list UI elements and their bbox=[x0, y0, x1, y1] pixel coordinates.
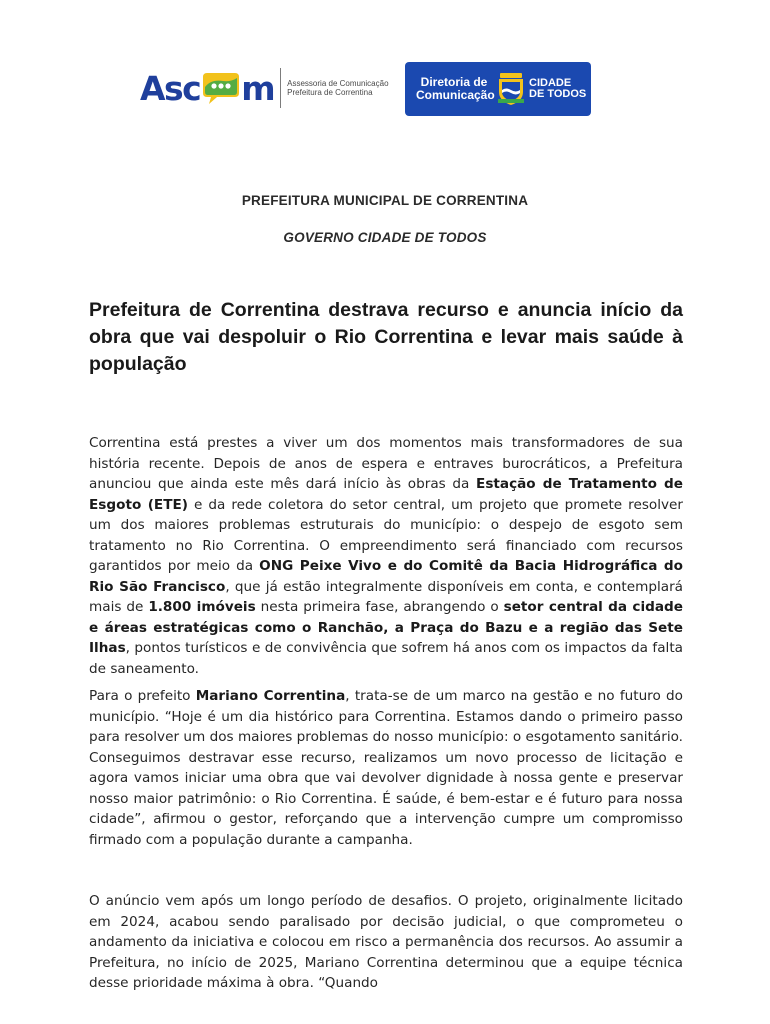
diretoria-line1: Diretoria de bbox=[420, 75, 488, 89]
ascom-letters-a: Asc bbox=[140, 68, 201, 108]
diretoria-comunicacao-logo bbox=[405, 62, 591, 116]
p1-text-4: nesta primeira fase, abrangendo o bbox=[255, 599, 504, 615]
ascom-logo bbox=[140, 64, 389, 112]
government-slogan: GOVERNO CIDADE DE TODOS bbox=[283, 230, 487, 245]
p1-text-1: Correntina está prestes a viver um dos momentos mais transformadores de sua história recente. Depois de anos de espera e entraves burocráticos, a Prefeitura anunciou que ainda este mês dará início às obras da bbox=[89, 435, 683, 492]
p3-text-1: O anúncio vem após um longo período de desafios. O projeto, originalmente licitado em 2024, acabou sendo paralisado por decisão judicial, o que comprometeu o andamento da iniciativa e colocou em risco a permanência dos recursos. Ao assumir a Prefeitura, no início de 2025, Mariano Correntina determinou que a equipe técnica desse prioridade máxima à obra. “Quando bbox=[89, 893, 683, 991]
p1-text-5: , pontos turísticos e de convivência que sofrem há anos com os impactos da falta de saneamento. bbox=[89, 640, 683, 677]
p1-text-2: e da rede coletora do setor central, um projeto que promete resolver um dos maiores problemas estruturais do município: o despejo de esgoto sem tratamento no Rio Correntina. O empreendimento será financiado com recursos garantidos por meio da bbox=[89, 496, 684, 574]
p1-bold-imoveis: 1.800 imóveis bbox=[148, 599, 256, 615]
ascom-sub-line2: Prefeitura de Correntina bbox=[287, 88, 373, 97]
article-paragraph-1 bbox=[89, 433, 683, 679]
ascom-wordmark bbox=[140, 64, 274, 112]
p2-bold-mayor: Mariano Correntina bbox=[195, 688, 346, 704]
p2-text-1: Para o prefeito bbox=[89, 688, 196, 704]
p2-text-2: , trata-se de um marco na gestão e no futuro do município. “Hoje é um dia histórico para Correntina. Estamos dando o primeiro passo para resolver um dos maiores problemas do nosso município: o esgotamento sanitário. Conseguimos destravar esse recurso, realizamos um novo processo de licitação e agora vamos iniciar uma obra que vai devolver dignidade à nossa gente e preservar nosso maior patrimônio: o Rio Correntina. É saúde, é bem-estar e é futuro para nossa cidade”, afirmou o gestor, reforçando que a intervenção cumpre um compromisso firmado com a população durante a campanha. bbox=[89, 688, 683, 848]
ascom-letters-m: m bbox=[241, 68, 275, 108]
cidade-de-todos-label bbox=[529, 78, 586, 100]
article-paragraph-2 bbox=[89, 686, 683, 850]
p1-bold-ete: Estação de Tratamento de Esgoto (ETE) bbox=[89, 476, 683, 513]
article-headline: Prefeitura de Correntina destrava recurso e anuncia início da obra que vai despoluir o Rio Correntina e levar mais saúde à população bbox=[89, 299, 683, 375]
cidade-line1: CIDADE bbox=[529, 77, 572, 89]
article-paragraph-3 bbox=[89, 891, 683, 994]
ascom-divider bbox=[280, 68, 281, 108]
organization-name: PREFEITURA MUNICIPAL DE CORRENTINA bbox=[241, 193, 529, 208]
diretoria-line2: Comunicação bbox=[416, 88, 495, 102]
p1-text-3: , que já estão integralmente disponíveis em conta, e contemplará mais de bbox=[89, 578, 683, 615]
p1-bold-ong: ONG Peixe Vivo e do Comitê da Bacia Hidrográfica do Rio São Francisco bbox=[89, 558, 683, 595]
diretoria-label bbox=[416, 75, 495, 102]
ascom-sub-line1: Assessoria de Comunicação bbox=[287, 79, 389, 88]
municipal-crest-icon bbox=[496, 72, 526, 106]
ascom-subtitle bbox=[287, 79, 388, 97]
cidade-line2: DE TODOS bbox=[529, 88, 587, 100]
p1-bold-setor: setor central da cidade e áreas estratégicas como o Ranchão, a Praça do Bazu e a região das Sete Ilhas bbox=[89, 599, 683, 656]
speech-bubble-icon bbox=[201, 70, 241, 106]
